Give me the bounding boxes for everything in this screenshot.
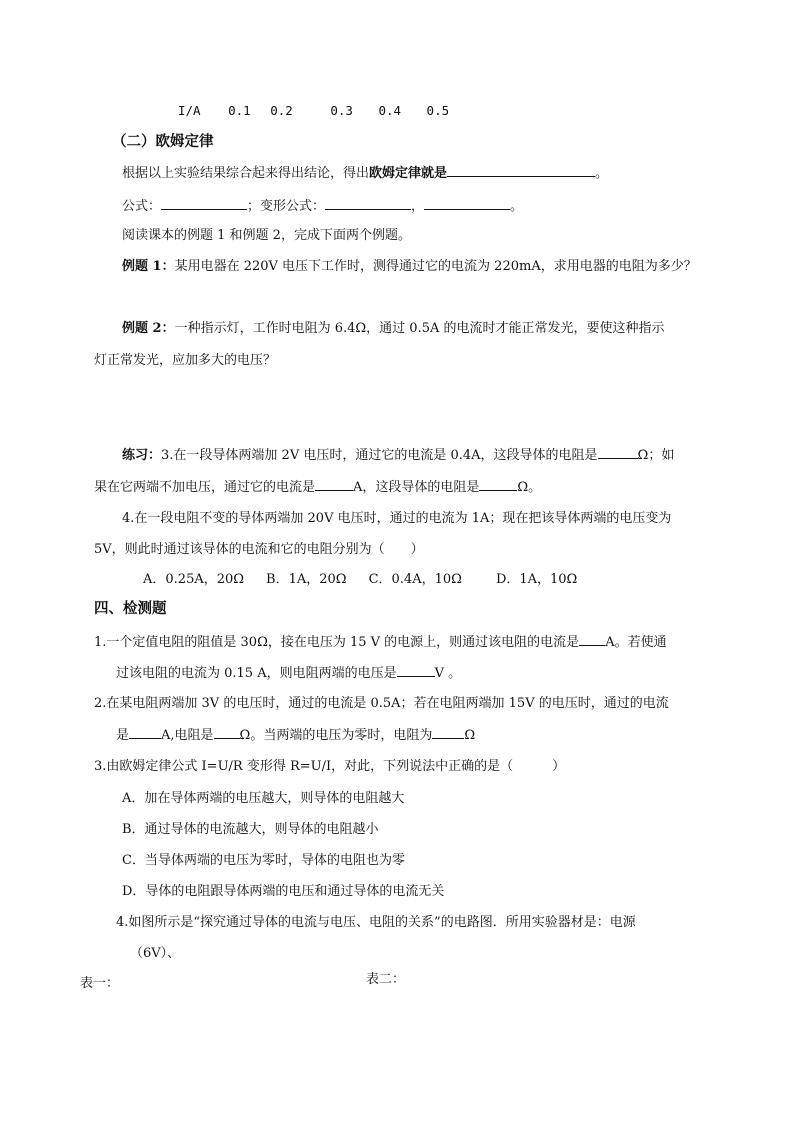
test-q1-text: 1.一个定值电阻的阻值是 30Ω，接在电压为 15 V 的电源上，则通过该电阻的电流是 — [94, 635, 580, 650]
current-label: I/A — [178, 103, 201, 118]
read-note: 阅读课本的例题 1 和例题 2，完成下面两个例题。 — [122, 228, 411, 243]
test-q2-cont — [116, 726, 475, 745]
test-q1-text: V 。 — [434, 666, 462, 681]
test-q4: 4.如图所示是“探究通过导体的电流与电压、电阻的关系”的电路图．所用实验器材是：电源 — [116, 915, 636, 930]
formula-line — [122, 197, 523, 216]
test-q3-option: D．导体的电阻跟导体两端的电压和通过导体的电流无关 — [122, 884, 445, 899]
answer-blank[interactable] — [424, 197, 510, 210]
test-q2-text: A,电阻是 — [161, 728, 214, 743]
test-q3-option: A．加在导体两端的电压越大，则导体的电阻越大 — [122, 791, 405, 806]
test-q3: 3.由欧姆定律公式 I=U/R 变形得 R=U/I，对此，下列说法中正确的是（ ） — [94, 759, 566, 774]
test-q4-cont: （6V）、 — [130, 946, 181, 961]
table-2-label: 表二： — [366, 972, 406, 987]
answer-blank[interactable] — [161, 197, 247, 210]
answer-blank[interactable] — [447, 164, 595, 177]
option: B．1A，20Ω — [266, 572, 347, 587]
section-title-ohm: （二）欧姆定律 — [112, 134, 214, 150]
option: D．1A，10Ω — [495, 572, 578, 587]
formula-label: 公式： — [122, 199, 162, 214]
test-q3-option: B．通过导体的电流越大，则导体的电阻越小 — [122, 822, 379, 837]
answer-blank[interactable] — [598, 446, 638, 459]
formula-sep: ；变形公式： — [247, 199, 326, 214]
test-q1-text: A。若使通 — [605, 635, 667, 650]
example-1 — [122, 258, 697, 276]
answer-blank[interactable] — [129, 726, 161, 739]
practice-q3-text: Ω；如 — [637, 448, 675, 463]
current-value: 0.3 — [330, 103, 353, 118]
practice-q3-text: 3.在一段导体两端加 2V 电压时，通过它的电流是 0.4A，这段导体的电阻是 — [161, 448, 598, 463]
example-1-text: 某用电器在 220V 电压下工作时，测得通过它的电流为 220mA，求用电器的电阻为多少？ — [174, 259, 697, 274]
test-q2-text: 是 — [116, 728, 130, 743]
current-value: 0.5 — [426, 103, 450, 118]
practice-q4: 4.在一段电阻不变的导体两端加 20V 电压时，通过的电流为 1A；现在把该导体两端的电压变为 — [122, 511, 672, 526]
practice-q3-text: Ω。 — [517, 480, 542, 495]
example-2-label: 例题 2： — [122, 321, 175, 336]
test-q1-text: 过该电阻的电流为 0.15 A，则电阻两端的电压是 — [116, 666, 397, 681]
test-q2-text: Ω — [464, 728, 476, 743]
formula-comma: ， — [411, 199, 425, 214]
test-q2: 2.在某电阻两端加 3V 的电压时，通过的电流是 0.5A；若在电阻两端加 15V 的电压时，通过的电流 — [94, 696, 669, 711]
conclusion-line — [122, 164, 608, 183]
practice-q3 — [122, 446, 674, 465]
answer-blank[interactable] — [315, 478, 353, 491]
option: A．0.25A，20Ω — [143, 572, 245, 587]
answer-blank[interactable] — [579, 633, 605, 646]
practice-q3-cont — [94, 478, 541, 497]
conclusion-bold: 欧姆定律就是 — [369, 166, 448, 181]
practice-label: 练习： — [122, 448, 162, 463]
answer-blank[interactable] — [479, 478, 517, 491]
current-value: 0.2 — [270, 103, 293, 118]
answer-blank[interactable] — [214, 726, 240, 739]
practice-q4-options — [143, 571, 577, 589]
conclusion-end: 。 — [595, 166, 609, 181]
practice-q3-text: A，这段导体的电阻是 — [353, 480, 480, 495]
answer-blank[interactable] — [397, 664, 435, 677]
current-value: 0.1 — [228, 103, 251, 118]
option: C．0.4A，10Ω — [368, 572, 462, 587]
test-q1 — [94, 633, 667, 652]
current-value: 0.4 — [378, 103, 402, 118]
example-2-text: 一种指示灯，工作时电阻为 6.4Ω，通过 0.5A 的电流时才能正常发光，要使这种指示 — [174, 321, 665, 336]
current-row — [178, 102, 449, 120]
test-q2-text: Ω。当两端的电压为零时，电阻为 — [239, 728, 433, 743]
answer-blank[interactable] — [432, 726, 464, 739]
example-1-label: 例题 1： — [122, 259, 175, 274]
test-q3-option: C．当导体两端的电压为零时，导体的电阻也为零 — [122, 853, 405, 868]
practice-q3-text: 果在它两端不加电压，通过它的电流是 — [94, 480, 316, 495]
formula-end: 。 — [510, 199, 524, 214]
practice-q4-cont: 5V，则此时通过该导体的电流和它的电阻分别为（ ） — [94, 542, 424, 557]
example-2 — [122, 320, 665, 338]
test-q1-cont — [116, 664, 461, 683]
example-2-cont: 灯正常发光，应加多大的电压？ — [94, 353, 277, 368]
conclusion-text: 根据以上实验结果综合起来得出结论，得出 — [122, 166, 370, 181]
table-1-label: 表一： — [80, 976, 120, 991]
section-title-test: 四、检测题 — [94, 601, 167, 617]
answer-blank[interactable] — [325, 197, 411, 210]
